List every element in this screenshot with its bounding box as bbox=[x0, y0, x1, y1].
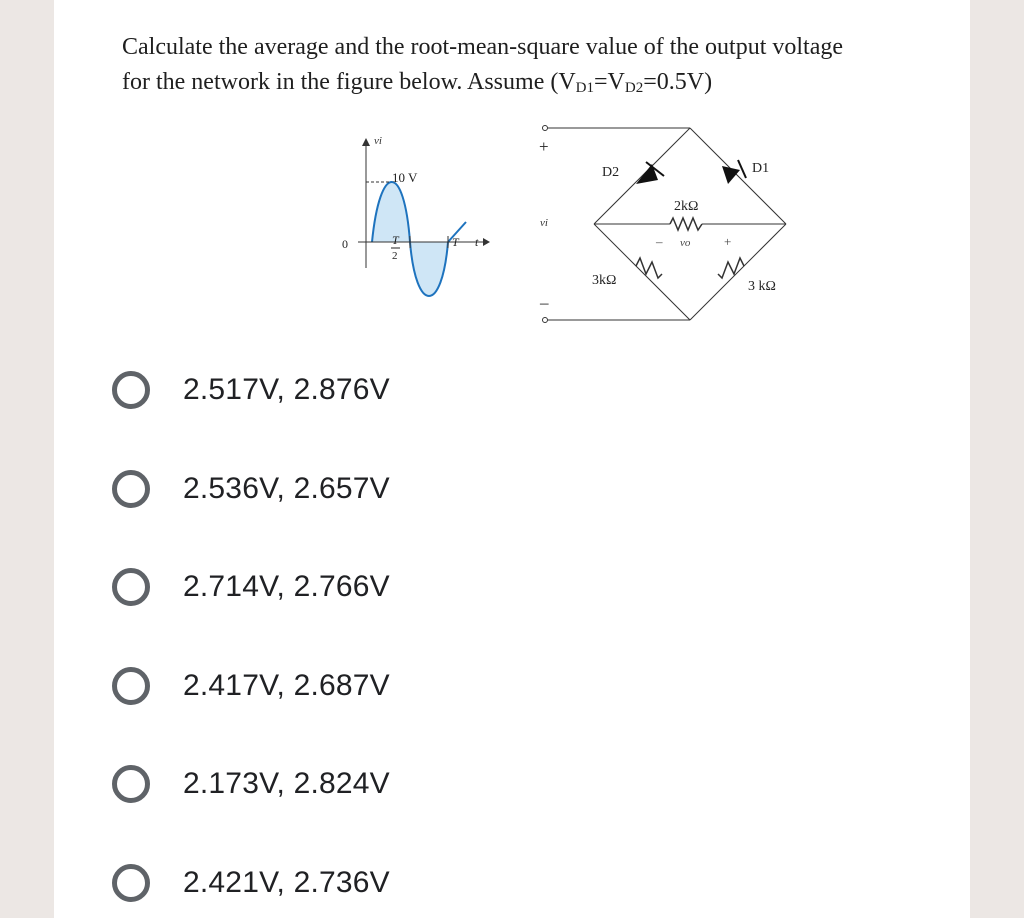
voltage-axis-label: vi bbox=[374, 135, 382, 147]
option-label: 2.714V, 2.766V bbox=[183, 570, 390, 603]
vd1-subscript: D1 bbox=[575, 80, 595, 96]
question-line-2-end: =0.5V) bbox=[643, 69, 713, 95]
amplitude-label: 10 V bbox=[392, 170, 418, 185]
left-resistor-symbol bbox=[636, 258, 662, 278]
diode-d1-label: D1 bbox=[752, 161, 770, 176]
option-1[interactable] bbox=[112, 360, 532, 420]
load-resistor-label: 2kΩ bbox=[674, 199, 699, 214]
period-label: T bbox=[452, 235, 459, 249]
load-resistor-symbol bbox=[670, 218, 702, 230]
diode-d2-label: D2 bbox=[602, 165, 620, 180]
option-label: 2.421V, 2.736V bbox=[183, 866, 390, 899]
edge-top-right bbox=[690, 128, 786, 224]
half-period-numerator: T bbox=[392, 233, 399, 247]
vd2-subscript: D2 bbox=[624, 80, 644, 96]
right-resistor-label: 3 kΩ bbox=[748, 279, 776, 294]
input-terminal-bottom bbox=[543, 318, 548, 323]
circuit-figure bbox=[278, 118, 776, 330]
output-voltage-label: vo bbox=[680, 237, 691, 249]
right-resistor-symbol bbox=[718, 258, 744, 278]
input-minus-label: – bbox=[540, 293, 549, 312]
option-label: 2.517V, 2.876V bbox=[183, 373, 390, 406]
radio-button[interactable] bbox=[112, 568, 150, 606]
option-4[interactable] bbox=[112, 656, 532, 716]
input-plus-label: + bbox=[539, 137, 549, 156]
origin-label: 0 bbox=[342, 237, 348, 251]
positive-half-shading bbox=[372, 182, 410, 242]
input-voltage-label: vi bbox=[540, 217, 548, 229]
question-line-2 bbox=[122, 69, 712, 95]
option-label: 2.536V, 2.657V bbox=[183, 472, 390, 505]
option-3[interactable] bbox=[112, 557, 532, 617]
radio-button[interactable] bbox=[112, 470, 150, 508]
radio-button[interactable] bbox=[112, 864, 150, 902]
question-card bbox=[54, 0, 970, 918]
question-line-2-start: for the network in the figure below. Assume (V bbox=[122, 69, 576, 95]
diode-d1-bar bbox=[738, 160, 746, 178]
input-terminal-top bbox=[543, 126, 548, 131]
radio-button[interactable] bbox=[112, 371, 150, 409]
output-minus-label: – bbox=[656, 234, 663, 249]
negative-half-shading bbox=[410, 242, 448, 296]
option-label: 2.173V, 2.824V bbox=[183, 767, 390, 800]
radio-button[interactable] bbox=[112, 667, 150, 705]
option-label: 2.417V, 2.687V bbox=[183, 669, 390, 702]
diode-d2 bbox=[636, 162, 664, 184]
option-5[interactable] bbox=[112, 754, 532, 814]
time-label: t bbox=[475, 235, 479, 249]
question-text bbox=[122, 30, 942, 100]
edge-bottom-left bbox=[594, 224, 690, 320]
diode-d2-triangle bbox=[636, 164, 658, 184]
question-line-1: Calculate the average and the root-mean-square value of the output voltage bbox=[122, 34, 844, 60]
option-6[interactable] bbox=[112, 853, 532, 913]
input-waveform bbox=[342, 135, 490, 296]
voltage-axis-arrow bbox=[362, 138, 370, 146]
time-axis-arrow bbox=[483, 238, 490, 246]
left-resistor-label: 3kΩ bbox=[592, 273, 617, 288]
output-plus-label: + bbox=[724, 234, 732, 249]
option-2[interactable] bbox=[112, 459, 532, 519]
question-equals: =V bbox=[594, 69, 625, 95]
edge-bottom-right bbox=[690, 224, 786, 320]
half-period-denominator: 2 bbox=[392, 250, 398, 262]
radio-button[interactable] bbox=[112, 765, 150, 803]
